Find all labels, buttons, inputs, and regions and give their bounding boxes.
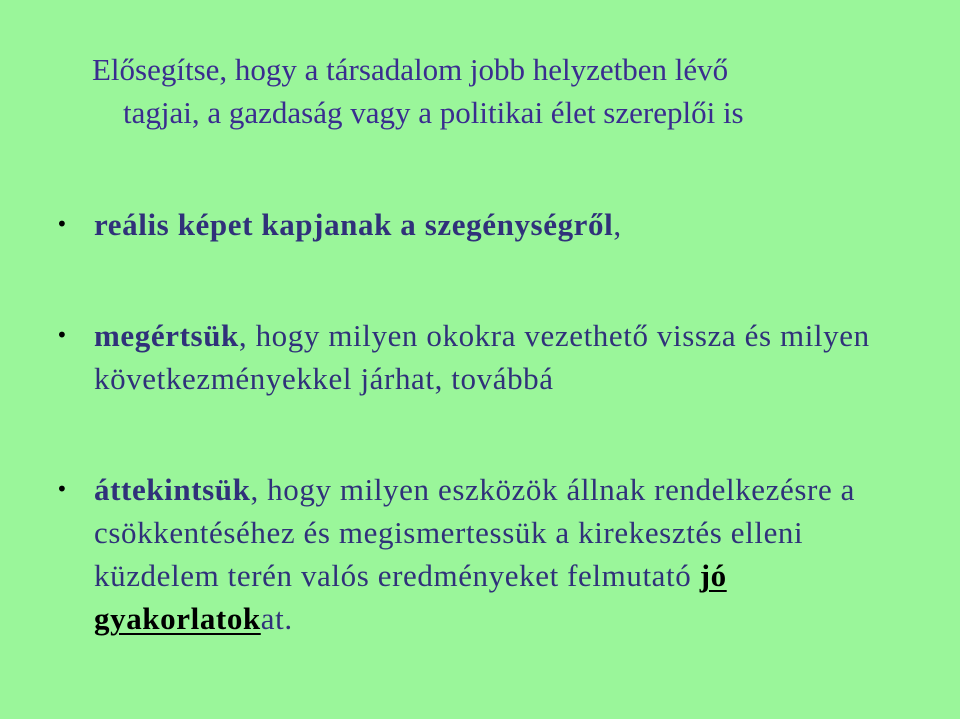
good-practices-emphasis: jó gyakorlatok <box>94 558 727 636</box>
bullet-dot-icon: • <box>56 212 69 236</box>
bullet-2-rest: , hogy milyen okokra vezethető vissza és milyen következményekkel járhat, továbbá <box>94 318 870 396</box>
bullet-text-2 <box>94 314 916 400</box>
bullet-item-3 <box>56 468 916 640</box>
bullet-dot-icon: • <box>56 477 69 501</box>
bullet-dot-icon: • <box>56 323 69 347</box>
bullet-3-bold: áttekintsük <box>94 472 251 507</box>
bullet-text-3 <box>94 468 916 640</box>
bullet-1-rest: , <box>613 207 622 242</box>
intro-line-1: Elősegítse, hogy a társadalom jobb helyzetben lévő <box>92 52 729 87</box>
bullet-1-bold: reális képet kapjanak a szegénységről <box>94 207 614 242</box>
bullet-3-tail: at. <box>260 601 293 636</box>
bullet-item-2 <box>56 314 916 400</box>
bullet-text-1 <box>94 203 916 246</box>
bullet-3-rest: , hogy milyen eszközök állnak rendelkezésre a csökkentéséhez és megismertessük a kirekesztés elleni küzdelem terén valós eredményeket felmutató <box>94 472 856 593</box>
bullet-2-bold: megértsük <box>94 318 239 353</box>
intro-paragraph <box>92 48 912 134</box>
bullet-item-1 <box>56 203 916 246</box>
intro-line-2: tagjai, a gazdaság vagy a politikai élet szereplői is <box>123 95 744 130</box>
